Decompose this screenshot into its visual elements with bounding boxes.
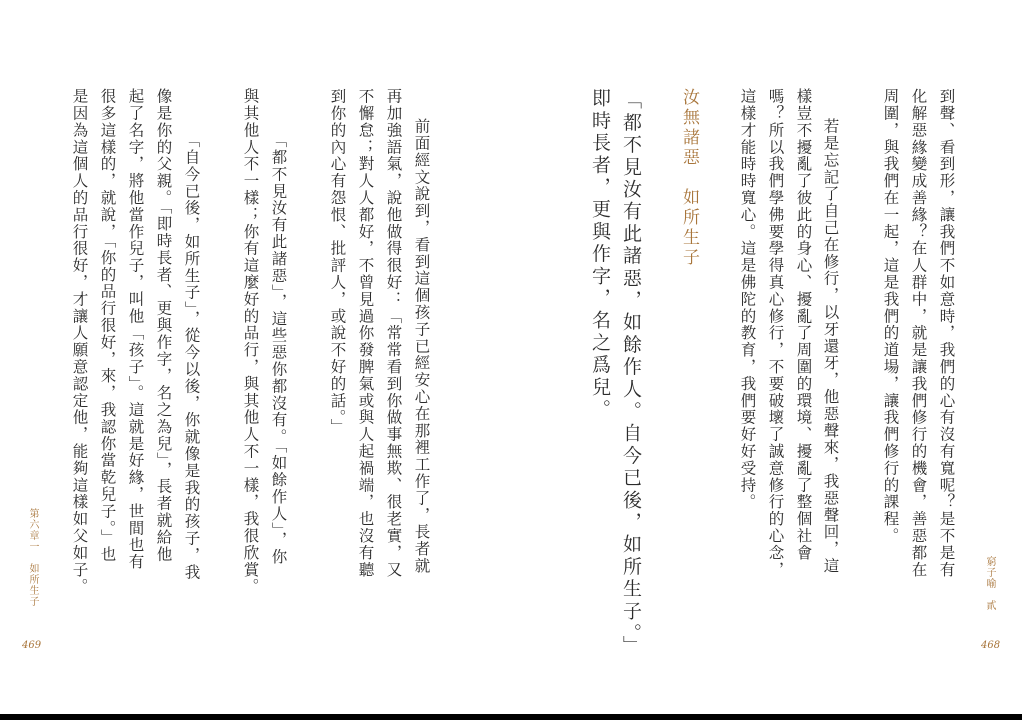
body-column: 到你的內心有怨恨、批評人，或說不好的話。」: [328, 88, 347, 436]
running-head-right: 窮子喻 貳: [984, 556, 995, 611]
section-heading: 汝無諸惡 如所生子: [679, 88, 699, 268]
sutra-verse: 「都不見汝有此諸惡，如餘作人。自今已後，如所生子。」: [620, 90, 642, 658]
body-column: 嗎？所以我們學佛要學得真心修行，不要破壞了誠意修行的心念，: [766, 88, 785, 579]
body-column: 樣豈不擾亂了彼此的身心、擾亂了周圍的環境、擾亂了整個社會: [794, 88, 813, 562]
body-column: 到聲、看到形，讓我們不如意時，我們的心有沒有寬呢？是不是有: [937, 88, 956, 579]
body-column: 「都不見汝有此諸惡」，這些惡你都沒有。「如餘作人」，你: [269, 132, 288, 566]
body-column: 化解惡緣變成善緣？在人群中，就是讓我們修行的機會，善惡都在: [909, 88, 928, 579]
body-column: 前面經文說到，看到這個孩子已經安心在那裡工作了，長者就: [412, 118, 431, 575]
body-column: 若是忘記了自己在修行，以牙還牙，他惡聲來，我惡聲回，這: [821, 118, 840, 575]
body-column: 像是你的父親。「即時長者、更與作字，名之為兒」，長者就給他: [154, 88, 173, 563]
body-column: 很多這樣的，就說，「你的品行很好，來，我認你當乾兒子。」也: [98, 88, 117, 563]
body-column: 是因為這個人的品行很好，才讓人願意認定他，能夠這樣如父如子。: [70, 88, 89, 595]
body-column: 周圍，與我們在一起，這是我們的道場，讓我們修行的課程。: [881, 88, 900, 545]
bottom-border: [0, 714, 1022, 720]
body-column: 與其他人不一樣；你有這麼好的品行，與其他人不一樣，我很欣賞。: [241, 88, 260, 595]
body-column: 起了名字，將他當作兒子，叫他「孩子」。這就是好緣，世間也有: [126, 88, 145, 571]
body-column: 再加強語氣，說他做得很好：「常常看到你做事無欺、很老實，又: [384, 88, 403, 579]
page-number-right: 468: [981, 640, 1001, 651]
sutra-verse: 即時長者，更與作字，名之爲兒。: [589, 88, 611, 421]
page-number-left: 469: [22, 640, 42, 651]
body-column: 這樣才能時時寬心。這是佛陀的教育，我們要好好受持。: [738, 88, 757, 511]
running-head-left: 第六章一 如所生子: [27, 508, 38, 607]
body-column: 不懈怠；對人人都好，不曾見過你發脾氣或與人起禍端，也沒有聽: [356, 88, 375, 579]
body-column: 「自今已後，如所生子」，從今以後，你就像是我的孩子，我: [182, 132, 201, 581]
